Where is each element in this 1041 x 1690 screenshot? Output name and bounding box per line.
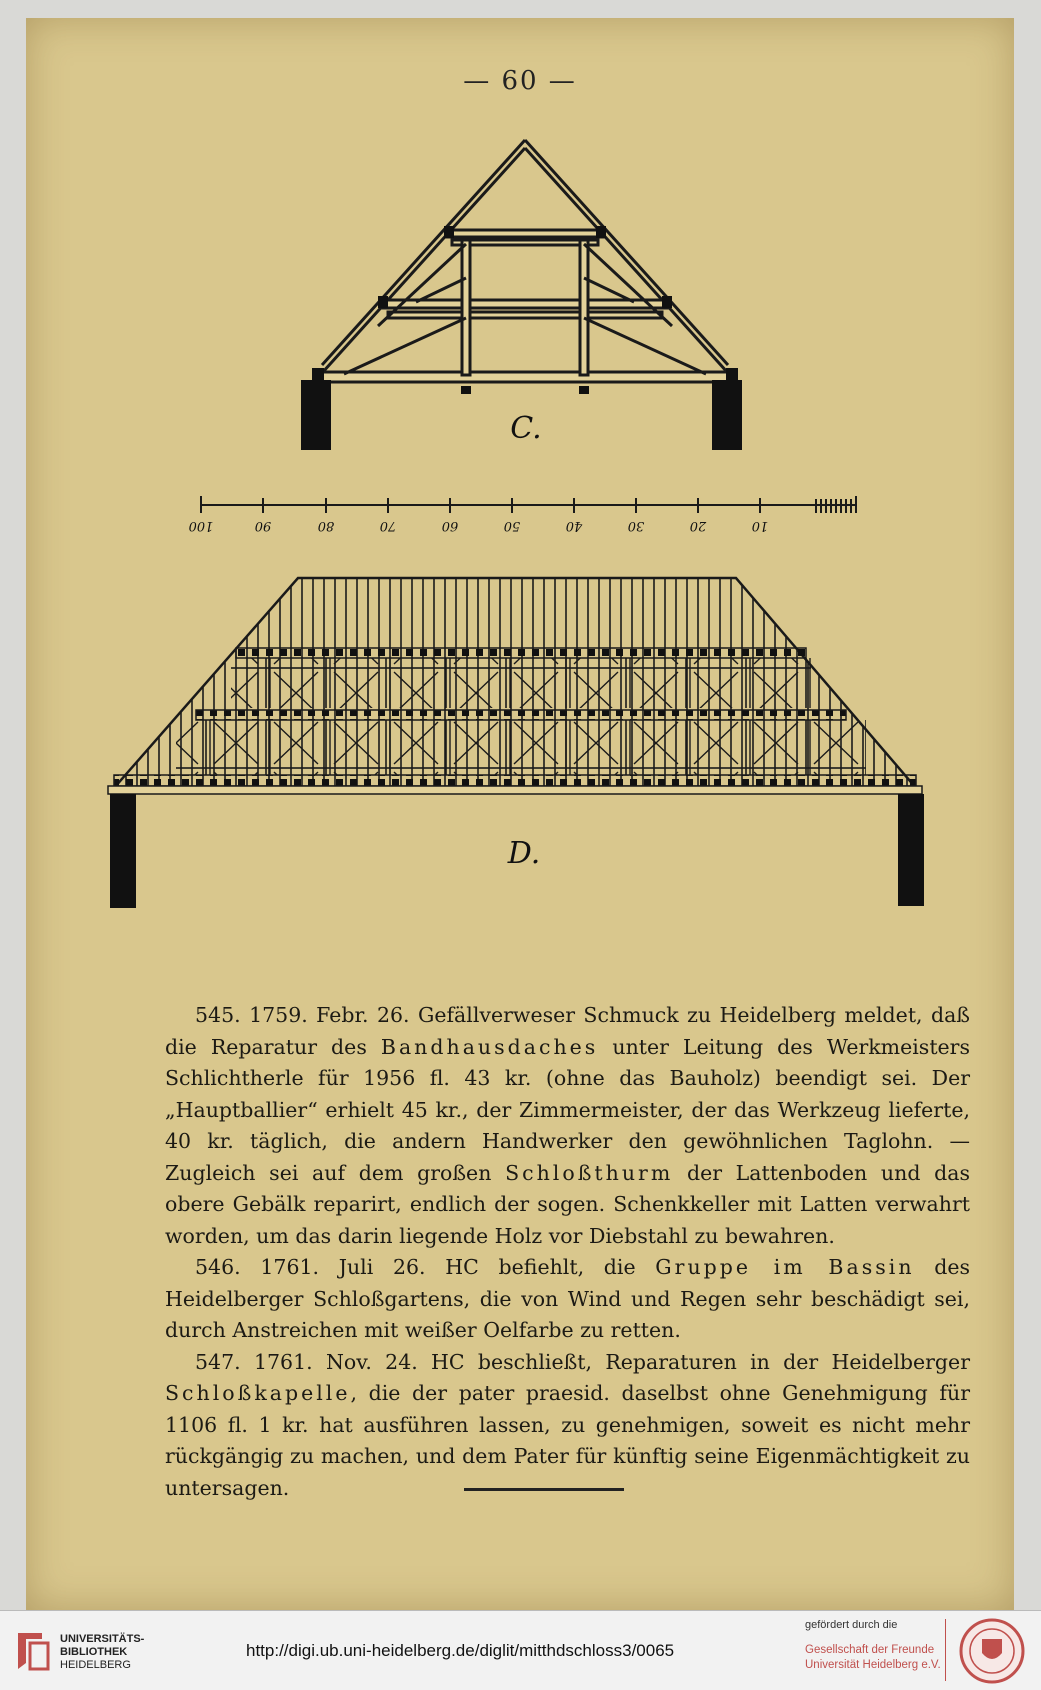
- scale-label: 80: [317, 518, 335, 533]
- scale-label: 90: [254, 518, 272, 533]
- scale-label: 10: [751, 518, 769, 533]
- permalink-url[interactable]: http://digi.ub.uni-heidelberg.de/diglit/mitthdschloss3/0065: [246, 1641, 675, 1660]
- scale-label: 40: [565, 518, 583, 533]
- paragraph-545: 545. 1759. Febr. 26. Gefällverweser Schmuck zu Heidelberg meldet, daß die Reparatur des Bandhausdaches unter Leitung des Werkmeisters Schlichtherle für 1956 fl. 43 kr. (ohne das Bauholz) beendigt sei. Der „Hauptballier“ erhielt 45 kr., der Zimmermeister, der das Werkzeug lieferte, 40 kr. täglich, die andern Handwerker den gewöhnlichen Taglohn. — Zugleich sei auf dem großen Schloßthurm der Lattenboden und das obere Gebälk reparirt, endlich der sogen. Schenkkeller mit Latten verwahrt worden, um das darin liegende Holz vor Diebstahl zu bewahren.: [165, 1003, 971, 1248]
- library-name: UNIVERSITÄTS- BIBLIOTHEK HEIDELBERG: [60, 1633, 145, 1671]
- paragraph-546: 546. 1761. Juli 26. HC befiehlt, die Gruppe im Bassin des Heidelberger Schloßgartens, die von Wind und Regen sehr beschädigt sei, durch Anstreichen mit weißer Oelfarbe zu retten.: [165, 1255, 970, 1342]
- scanned-page: [26, 18, 1014, 1610]
- figure-c-label: C.: [510, 411, 542, 446]
- scale-label: 50: [503, 518, 521, 533]
- university-seal-icon: [958, 1617, 1026, 1685]
- scale-label: 70: [379, 518, 397, 533]
- paragraph-547: 547. 1761. Nov. 24. HC beschließt, Reparaturen in der Heidelberger Schloßkapelle, die der pater praesid. daselbst ohne Genehmigung für 1106 fl. 1 kr. hat ausführen lassen, zu genehmigen, soweit es nicht mehr rückgängig zu machen, und dem Pater für künftig seine Eigenmächtigkeit zu untersagen.: [165, 1349, 970, 1500]
- page-number: — 60 —: [463, 66, 577, 96]
- library-logo-icon: [12, 1629, 52, 1673]
- body-text: [165, 1000, 970, 1504]
- figure-d-label: D.: [507, 836, 541, 871]
- scale-label: 30: [627, 518, 645, 533]
- scale-label: 100: [188, 518, 214, 533]
- scale-label: 20: [689, 518, 707, 533]
- end-rule: [464, 1488, 624, 1491]
- figure-d-roof-elevation: [26, 18, 1014, 918]
- sponsor-name: Gesellschaft der Freunde Universität Heidelberg e.V.: [805, 1644, 941, 1671]
- footer-bar: [0, 1610, 1041, 1690]
- sponsor-label: gefördert durch die: [805, 1619, 898, 1631]
- footer-divider: [945, 1619, 946, 1681]
- scale-label: 60: [441, 518, 459, 533]
